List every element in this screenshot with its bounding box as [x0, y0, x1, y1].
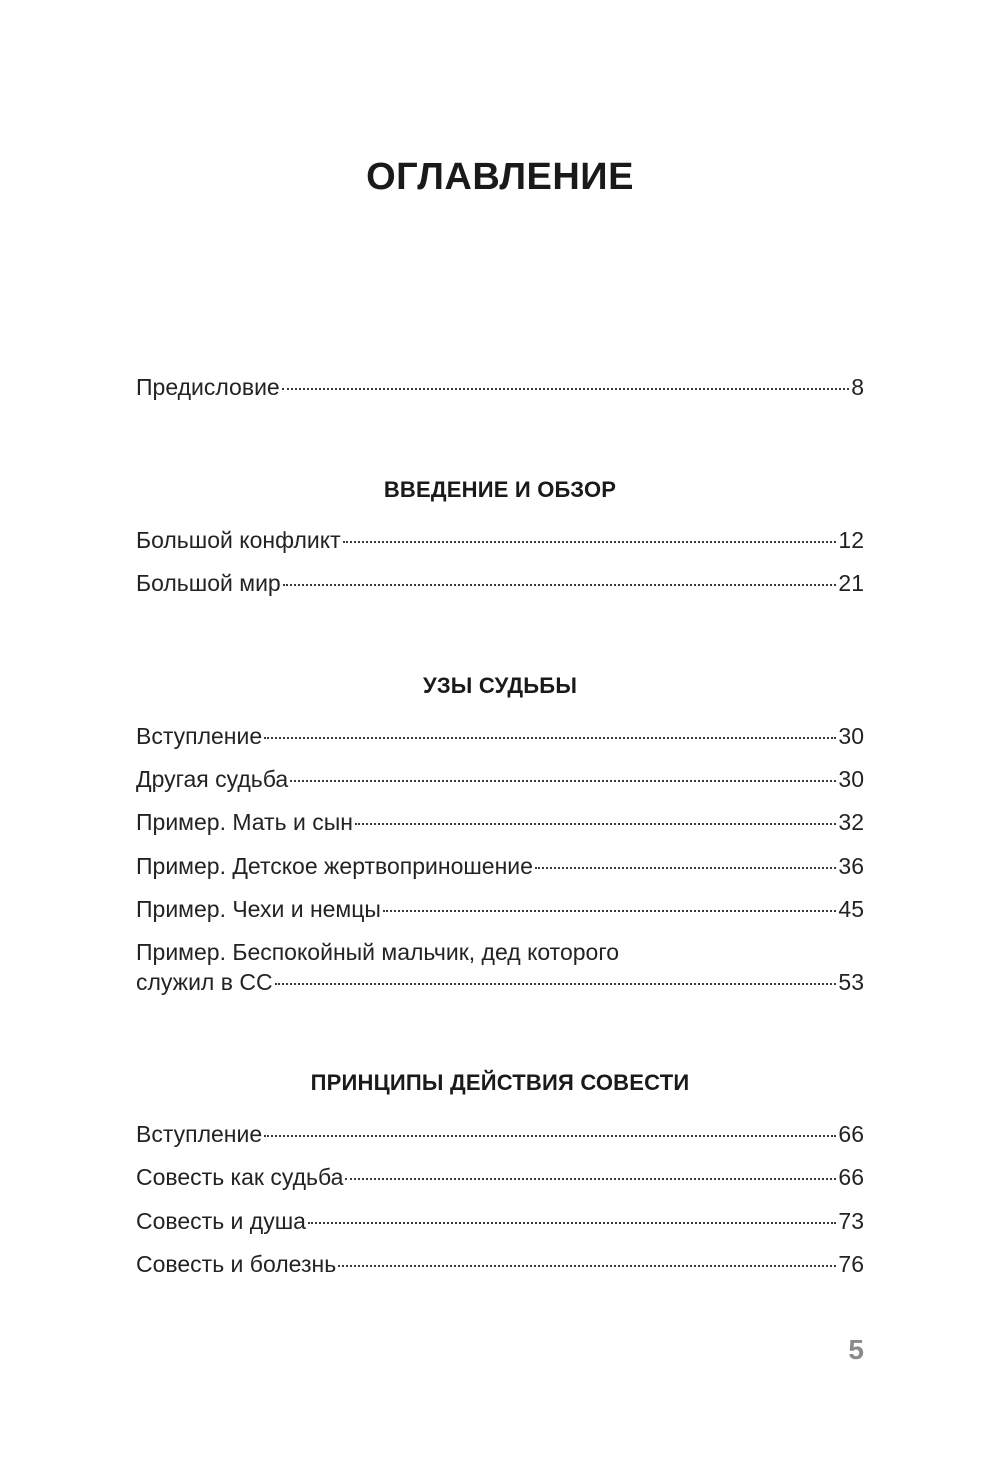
toc-entry[interactable] [136, 764, 864, 794]
toc-entry[interactable] [136, 721, 864, 751]
toc-entry-page: 53 [838, 969, 864, 995]
toc-entry-title: Другая судьба [136, 766, 289, 792]
toc-entry[interactable] [136, 1206, 864, 1236]
toc-entry-title-line1: Пример. Беспокойный мальчик, дед которого [136, 939, 619, 965]
dot-leader [264, 737, 836, 739]
toc-entry-title-line2: служил в СС [136, 969, 273, 995]
toc-entry[interactable] [136, 1119, 864, 1149]
toc-entry-page: 21 [838, 570, 864, 596]
dot-leader [282, 388, 849, 390]
toc-entry-title: Пример. Детское жертвоприношение [136, 853, 533, 879]
toc-entry-page: 12 [838, 527, 864, 553]
toc-entry-page: 76 [838, 1251, 864, 1277]
toc-entry-title: Предисловие [136, 374, 280, 400]
toc-entry-page: 30 [838, 723, 864, 749]
dot-leader [308, 1222, 836, 1224]
dot-leader [283, 584, 837, 586]
dot-leader [345, 1178, 836, 1180]
dot-leader [383, 910, 836, 912]
section-heading: УЗЫ СУДЬБЫ [422, 673, 578, 698]
page-title: ОГЛАВЛЕНИЕ [366, 156, 634, 198]
dot-leader [264, 1135, 836, 1137]
dot-leader [535, 867, 836, 869]
toc-entry[interactable] [136, 1249, 864, 1279]
toc-entry-title: Совесть и душа [136, 1208, 306, 1234]
toc-entry[interactable] [136, 807, 864, 837]
toc-entry-page: 32 [838, 809, 864, 835]
toc-entry-page: 45 [838, 896, 864, 922]
dot-leader [275, 983, 837, 985]
toc-entry[interactable] [136, 1162, 864, 1192]
section-heading: ПРИНЦИПЫ ДЕЙСТВИЯ СОВЕСТИ [310, 1070, 690, 1095]
toc-entry-title: Пример. Мать и сын [136, 809, 353, 835]
toc-entry-title: Совесть и болезнь [136, 1251, 337, 1277]
toc-entry-page: 30 [838, 766, 864, 792]
toc-entry-page: 73 [838, 1208, 864, 1234]
toc-entry[interactable] [136, 525, 864, 555]
dot-leader [290, 780, 836, 782]
dot-leader [355, 823, 836, 825]
dot-leader [343, 541, 837, 543]
toc-entry-title: Пример. Чехи и немцы [136, 896, 381, 922]
toc-entry-multiline[interactable] [136, 937, 864, 997]
dot-leader [338, 1265, 836, 1267]
toc-entry-title: Большой мир [136, 570, 281, 596]
toc-entry[interactable] [136, 894, 864, 924]
toc-entry-page: 8 [851, 374, 864, 400]
toc-entry[interactable] [136, 851, 864, 881]
section-heading: ВВЕДЕНИЕ И ОБЗОР [383, 477, 617, 502]
toc-entry-title: Вступление [136, 723, 263, 749]
toc-entry-title: Вступление [136, 1121, 263, 1147]
toc-entry-page: 66 [838, 1164, 864, 1190]
toc-entry-title: Большой конфликт [136, 527, 341, 553]
page-number: 5 [848, 1334, 864, 1365]
toc-entry-title: Совесть как судьба [136, 1164, 344, 1190]
toc-entry-preface[interactable] [136, 372, 864, 402]
toc-entry-page: 66 [838, 1121, 864, 1147]
toc-entry[interactable] [136, 568, 864, 598]
toc-entry-page: 36 [838, 853, 864, 879]
